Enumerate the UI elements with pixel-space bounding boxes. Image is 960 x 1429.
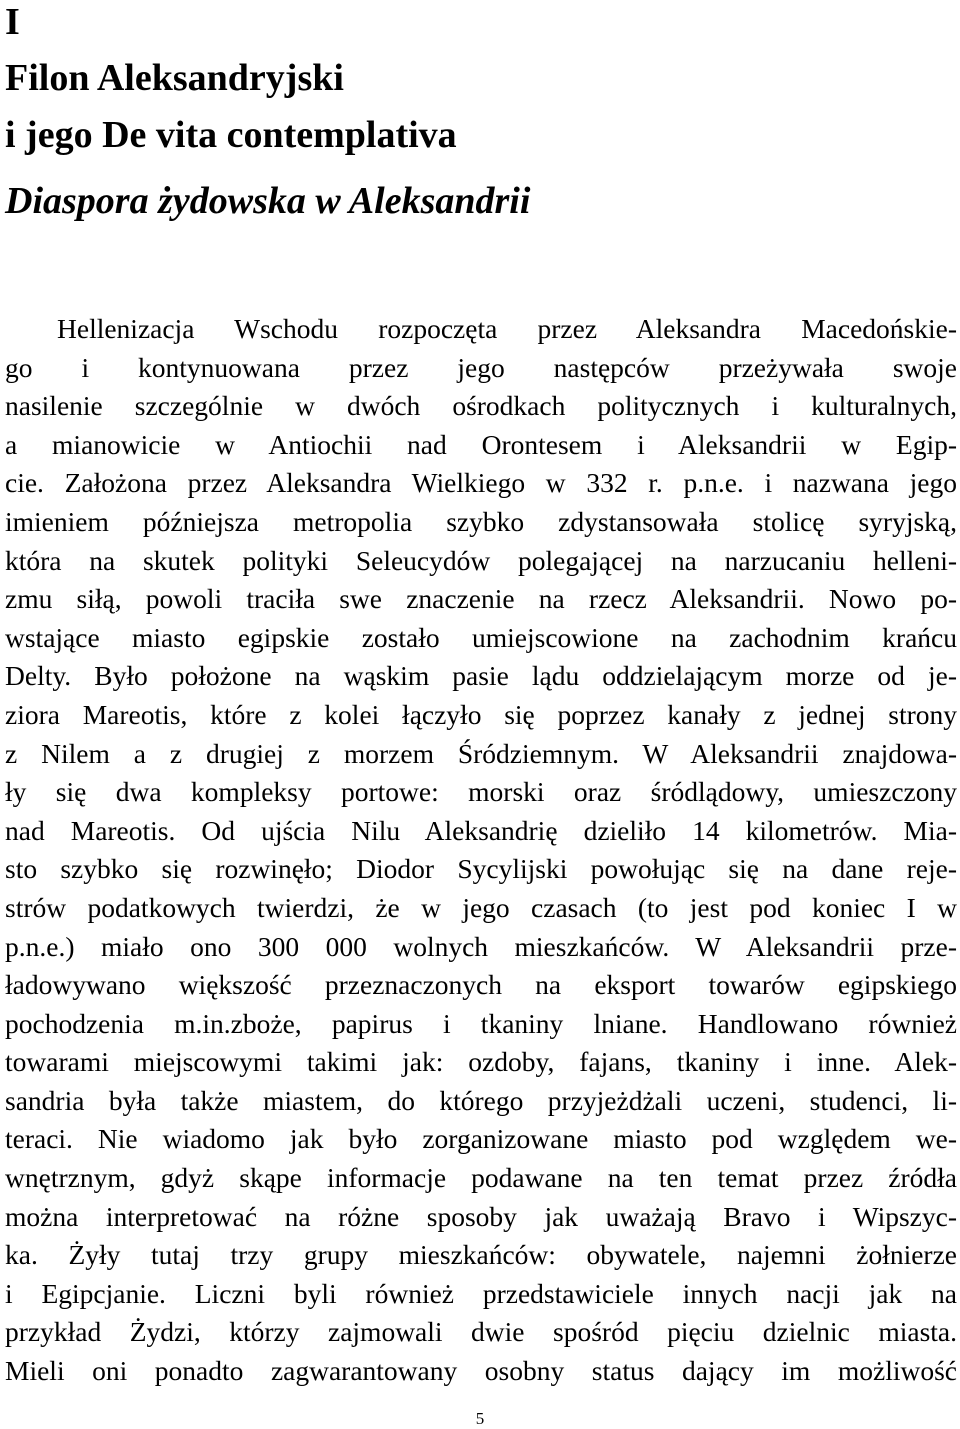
text-line: nasilenie szczególnie w dwóch ośrodkach politycznych i kulturalnych, [5, 390, 957, 422]
title-line-1: Filon Aleksandryjski [5, 57, 344, 99]
text-line: strów podatkowych twierdzi, że w jego czasach (to jest pod koniec I w [5, 891, 957, 923]
text-line: sto szybko się rozwinęło; Diodor Sycylijski powołując się na dane reje- [5, 853, 957, 885]
text-line: Delty. Było położone na wąskim pasie lądu oddzielającym morze od je- [5, 660, 957, 692]
text-line: z Nilem a z drugiej z morzem Śródziemnym. W Aleksandrii znajdowa- [5, 737, 957, 769]
text-line: Hellenizacja Wschodu rozpoczęta przez Aleksandra Macedońskie- [57, 313, 957, 344]
body-paragraph [5, 310, 957, 1391]
text-line: teraci. Nie wiadomo jak było zorganizowane miasto pod względem we- [5, 1123, 957, 1155]
text-line: ładowywano większość przeznaczonych na eksport towarów egipskiego [5, 969, 957, 1001]
text-line: wstające miasto egipskie zostało umiejscowione na zachodnim krańcu [5, 621, 957, 653]
text-line: sandria była także miastem, do którego przyjeżdżali uczeni, studenci, li- [5, 1084, 957, 1116]
text-line: która na skutek polityki Seleucydów polegającej na narzucaniu helleni- [5, 544, 957, 576]
section-heading: Diaspora żydowska w Aleksandrii [5, 180, 531, 222]
text-line: pochodzenia m.in.zboże, papirus i tkaniny lniane. Handlowano również [5, 1007, 957, 1039]
text-line: można interpretować na różne sposoby jak uważają Bravo i Wipszyc- [5, 1200, 957, 1232]
chapter-number: I [5, 1, 20, 43]
page-number: 5 [475, 1409, 485, 1428]
text-line: cie. Założona przez Aleksandra Wielkiego w 332 r. p.n.e. i nazwana jego [5, 467, 957, 499]
text-line: Mieli oni ponadto zagwarantowany osobny status dający im możliwość [5, 1355, 957, 1387]
text-line: ły się dwa kompleksy portowe: morski oraz śródlądowy, umieszczony [5, 776, 957, 808]
title-line-2: i jego De vita contemplativa [5, 114, 457, 156]
text-line: przykład Żydzi, którzy zajmowali dwie spośród pięciu dzielnic miasta. [5, 1316, 957, 1348]
text-line: a mianowicie w Antiochii nad Orontesem i Aleksandrii w Egip- [5, 428, 957, 460]
text-line: p.n.e.) miało ono 300 000 wolnych mieszkańców. W Aleksandrii prze- [5, 930, 957, 962]
text-line: i Egipcjanie. Liczni byli również przedstawiciele innych nacji jak na [5, 1277, 957, 1309]
text-line: ziora Mareotis, które z kolei łączyło się poprzez kanały z jednej strony [5, 698, 957, 730]
text-line: zmu siłą, powoli traciła swe znaczenie na rzecz Aleksandrii. Nowo po- [5, 583, 957, 615]
text-line: nad Mareotis. Od ujścia Nilu Aleksandrię dzieliło 14 kilometrów. Mia- [5, 814, 957, 846]
text-line: ka. Żyły tutaj trzy grupy mieszkańców: obywatele, najemni żołnierze [5, 1239, 957, 1271]
text-line: wnętrznym, gdyż skąpe informacje podawane na ten temat przez źródła [5, 1162, 957, 1194]
page-title [5, 50, 457, 164]
text-line: imieniem późniejsza metropolia szybko zdystansowała stolicę syryjską, [5, 505, 957, 537]
text-line: go i kontynuowana przez jego następców przeżywała swoje [5, 351, 957, 383]
text-line: towarami miejscowymi takimi jak: ozdoby, fajans, tkaniny i inne. Alek- [5, 1046, 957, 1078]
